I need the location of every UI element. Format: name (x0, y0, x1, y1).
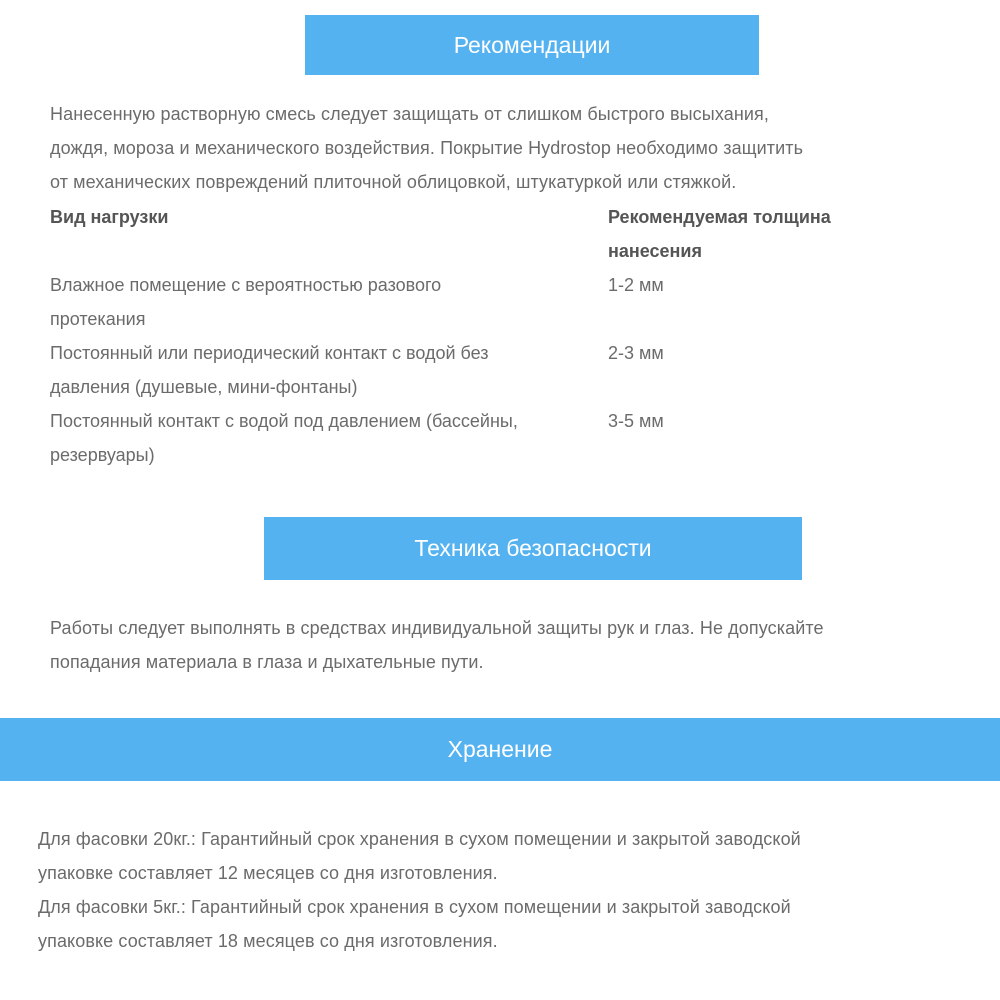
storage-text (38, 822, 978, 958)
text-line: упаковке составляет 18 месяцев со дня изготовления. (38, 931, 498, 951)
text-line: Для фасовки 20кг.: Гарантийный срок хранения в сухом помещении и закрытой заводской (38, 829, 801, 849)
header-load-type: Вид нагрузки (50, 207, 169, 227)
safety-title: Техника безопасности (414, 535, 652, 561)
recommendations-intro (50, 97, 970, 199)
cell-thickness: 3-5 мм (608, 411, 664, 431)
text-line: от механических повреждений плиточной облицовкой, штукатуркой или стяжкой. (50, 172, 737, 192)
cell-load-type: Постоянный или периодический контакт с водой без давления (душевые, мини-фонтаны) (50, 343, 489, 397)
recommendations-heading (305, 15, 759, 75)
text-line: Для фасовки 5кг.: Гарантийный срок хранения в сухом помещении и закрытой заводской (38, 897, 791, 917)
table-row (50, 404, 950, 472)
cell-load-type: Влажное помещение с вероятностью разового протекания (50, 275, 442, 329)
load-thickness-table (50, 200, 950, 472)
safety-heading (264, 517, 802, 580)
table-header-row (50, 200, 950, 268)
safety-text (50, 611, 980, 679)
text-line: Работы следует выполнять в средствах индивидуальной защиты рук и глаз. Не допускайте (50, 618, 824, 638)
cell-thickness: 2-3 мм (608, 343, 664, 363)
recommendations-title: Рекомендации (453, 31, 611, 58)
table-row (50, 336, 950, 404)
text-line: попадания материала в глаза и дыхательные пути. (50, 652, 484, 672)
text-line: дождя, мороза и механического воздействия. Покрытие Hydrostop необходимо защитить (50, 138, 804, 158)
storage-title: Хранение (447, 736, 553, 762)
storage-heading (0, 718, 1000, 781)
text-line: упаковке составляет 12 месяцев со дня изготовления. (38, 863, 498, 883)
text-line: Нанесенную растворную смесь следует защищать от слишком быстрого высыхания, (50, 104, 769, 124)
header-thickness: Рекомендуемая толщина нанесения (608, 207, 831, 261)
table-row (50, 268, 950, 336)
cell-thickness: 1-2 мм (608, 275, 664, 295)
cell-load-type: Постоянный контакт с водой под давлением (бассейны, резервуары) (50, 411, 518, 465)
